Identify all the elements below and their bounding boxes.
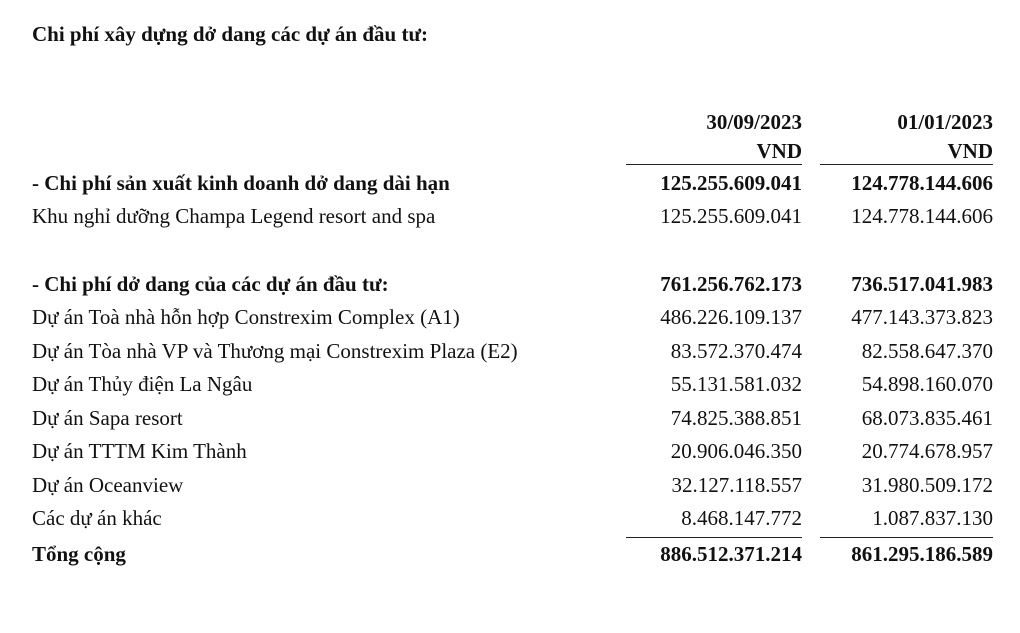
row-label: Khu nghỉ dưỡng Champa Legend resort and spa [32, 204, 436, 228]
row-value-01-01-2023: 736.517.041.983 [851, 272, 993, 296]
column-header-01-01-2023 [897, 108, 993, 166]
row-label: Dự án Thủy điện La Ngâu [32, 372, 253, 396]
row-label: Dự án Tòa nhà VP và Thương mại Constrexim Plaza (E2) [32, 339, 518, 363]
row-value-01-01-2023: 82.558.647.370 [861, 339, 993, 363]
total-row [0, 539, 1020, 569]
page-title: Chi phí xây dựng dở dang các dự án đầu tư: [32, 22, 429, 46]
column-date: 01/01/2023 [897, 110, 993, 134]
column-date: 30/09/2023 [706, 110, 802, 134]
row-value-30-09-2023: 83.572.370.474 [670, 339, 802, 363]
row-value-30-09-2023: 55.131.581.032 [670, 372, 802, 396]
row-value-01-01-2023: 477.143.373.823 [851, 305, 993, 329]
row-value-01-01-2023: 124.778.144.606 [851, 204, 993, 228]
row-label: Dự án Sapa resort [32, 406, 183, 430]
total-divider [820, 537, 993, 538]
header-divider [626, 164, 802, 165]
row-value-30-09-2023: 74.825.388.851 [670, 406, 802, 430]
row-value-01-01-2023: 1.087.837.130 [872, 506, 993, 530]
table-row [0, 302, 1020, 332]
table-row [0, 403, 1020, 433]
row-value-30-09-2023: 8.468.147.772 [681, 506, 802, 530]
row-label: - Chi phí sản xuất kinh doanh dở dang dài hạn [32, 171, 450, 195]
row-label: - Chi phí dở dang của các dự án đầu tư: [32, 272, 389, 296]
row-value-30-09-2023: 20.906.046.350 [670, 439, 802, 463]
section-row-long-term-wip [0, 168, 1020, 198]
table-row [0, 470, 1020, 500]
column-header-30-09-2023 [706, 108, 802, 166]
row-value-01-01-2023: 124.778.144.606 [851, 171, 993, 195]
row-label: Dự án Toà nhà hỗn hợp Constrexim Complex (A1) [32, 305, 460, 329]
row-value-01-01-2023: 68.073.835.461 [861, 406, 993, 430]
row-value-30-09-2023: 125.255.609.041 [660, 204, 802, 228]
row-value-01-01-2023: 31.980.509.172 [861, 473, 993, 497]
row-value-01-01-2023: 20.774.678.957 [861, 439, 993, 463]
table-row [0, 436, 1020, 466]
row-value-30-09-2023: 125.255.609.041 [660, 171, 802, 195]
row-value-01-01-2023: 861.295.186.589 [851, 542, 993, 566]
table-row [0, 336, 1020, 366]
row-value-30-09-2023: 886.512.371.214 [660, 542, 802, 566]
row-value-01-01-2023: 54.898.160.070 [861, 372, 993, 396]
column-unit: VND [756, 139, 802, 163]
table-row [0, 503, 1020, 533]
row-label: Dự án TTTM Kim Thành [32, 439, 247, 463]
table-row [0, 369, 1020, 399]
header-divider [820, 164, 993, 165]
row-value-30-09-2023: 486.226.109.137 [660, 305, 802, 329]
section-row-investment-projects [0, 269, 1020, 299]
table-row [0, 201, 1020, 231]
row-label: Tổng cộng [32, 542, 126, 566]
row-label: Các dự án khác [32, 506, 162, 530]
row-value-30-09-2023: 32.127.118.557 [671, 473, 802, 497]
total-divider [626, 537, 802, 538]
column-unit: VND [947, 139, 993, 163]
row-label: Dự án Oceanview [32, 473, 184, 497]
row-value-30-09-2023: 761.256.762.173 [660, 272, 802, 296]
